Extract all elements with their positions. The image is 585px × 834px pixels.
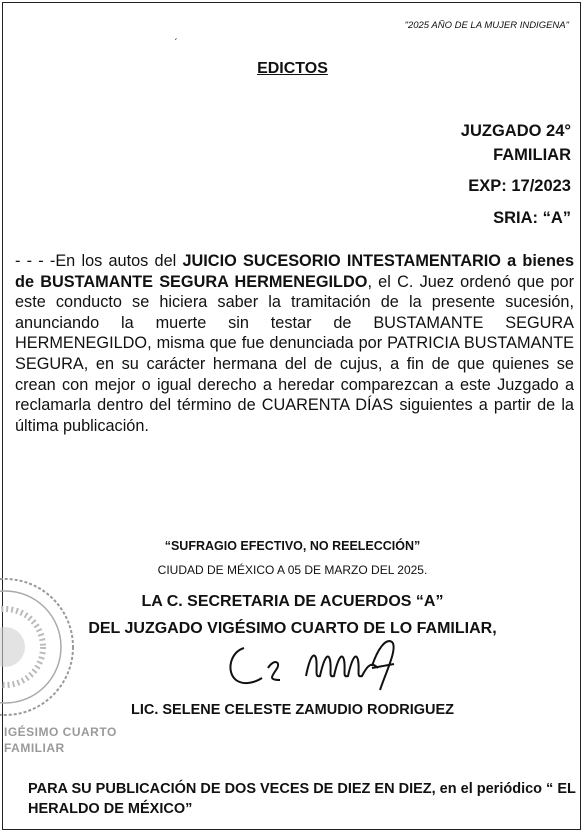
signer-name: LIC. SELENE CELESTE ZAMUDIO RODRIGUEZ: [130, 702, 455, 718]
document-title: EDICTOS: [257, 60, 328, 77]
header-tagline: "2025 AÑO DE LA MUJER INDIGENA": [404, 20, 569, 31]
court-name-line2: FAMILIAR: [493, 145, 571, 164]
seal-text-line2: FAMILIAR: [4, 741, 65, 755]
signature-icon: [222, 628, 422, 698]
body-rest: , el C. Juez ordenó que por este conducto se hiciera saber la tramitación de la presente sucesión, anunciando la muerte sin testar de BUSTAMANTE SEGURA HERMENEGILDO, misma que fue denunciada por PATRICIA BUSTAMANTE SEGURA, en su carácter hermana del de cujus, a fin de que quienes se crean con mejor o igual derecho a heredar comparezcan a este Juzgado a reclamarla dentro del término de CUARENTA DÍAS siguientes a partir de la última publicación.: [15, 272, 575, 435]
seal-text: [4, 724, 117, 756]
secretary-line1: LA C. SECRETARIA DE ACUERDOS “A”: [141, 593, 444, 610]
court-seal-icon: [0, 572, 80, 722]
secretariat: SRIA: “A”: [493, 208, 571, 227]
court-block: [461, 120, 571, 230]
seal-text-line1: IGÉSIMO CUARTO: [4, 725, 117, 739]
body-bold-case: JUICIO SUCESORIO INTESTAMENTARIO a bienes de BUSTAMANTE SEGURA HERMENEGILDO: [15, 252, 574, 291]
secretary-line2: DEL JUZGADO VIGÉSIMO CUARTO DE LO FAMILIAR,: [88, 620, 497, 637]
stray-mark: ˏ: [174, 30, 178, 41]
case-number: EXP: 17/2023: [468, 177, 571, 195]
edict-body: [15, 251, 574, 436]
body-lead: - - - -En los autos del: [15, 252, 183, 270]
court-name-line1: JUZGADO 24°: [460, 122, 571, 140]
motto: “SUFRAGIO EFECTIVO, NO REELECCIÓN”: [164, 539, 421, 553]
publication-notice: PARA SU PUBLICACIÓN DE DOS VECES DE DIEZ EN DIEZ, en el periódico “ EL HERALDO DE MÉXICO”: [28, 781, 576, 817]
place-date: CIUDAD DE MÉXICO A 05 DE MARZO DEL 2025.: [157, 563, 428, 577]
